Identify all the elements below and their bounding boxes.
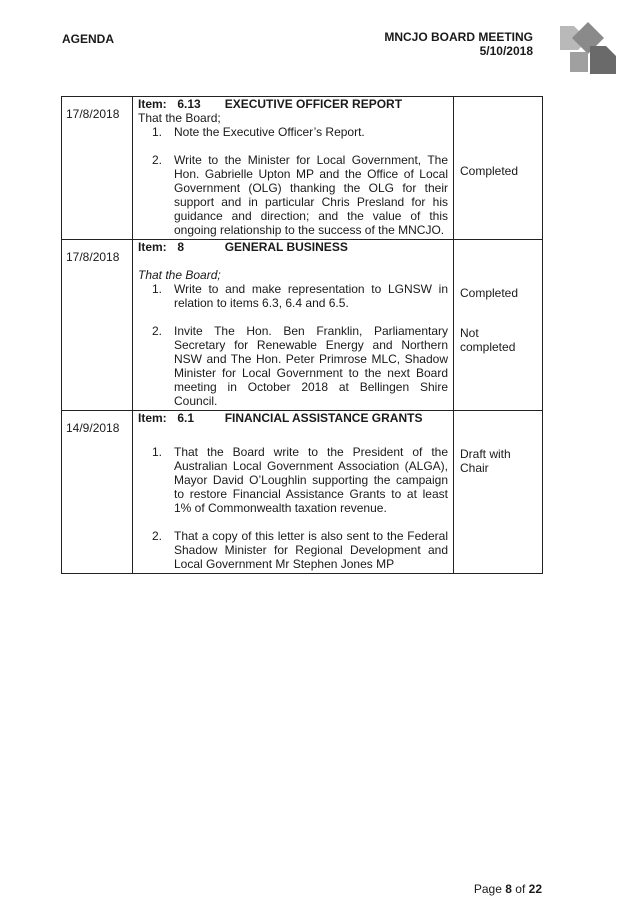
header-meeting-date: 5/10/2018 — [479, 44, 533, 58]
point-text: Write to the Minister for Local Government, The Hon. Gabrielle Upton MP and the Office of Local Government (OLG) thanking the OLG for their support and in particular Chris Presland for his guidance and direction; and the value of this ongoing relationship to the success of the MNCJO. — [174, 153, 448, 237]
table-row — [62, 411, 543, 574]
item-title: EXECUTIVE OFFICER REPORT — [224, 97, 403, 111]
item-title: GENERAL BUSINESS — [224, 240, 348, 254]
status-text: Completed — [460, 286, 519, 300]
item-heading — [138, 240, 448, 254]
item-title: FINANCIAL ASSISTANCE GRANTS — [224, 411, 423, 425]
page-total: 22 — [528, 882, 542, 896]
page-of: of — [515, 882, 526, 896]
page-number — [474, 882, 542, 896]
point-number: 2. — [152, 529, 163, 543]
item-intro: That the Board; — [138, 268, 221, 282]
point-number: 2. — [152, 153, 163, 167]
list-item — [152, 445, 448, 515]
point-number: 1. — [152, 282, 163, 296]
list-item — [152, 324, 448, 408]
status-text: Draft with Chair — [460, 447, 511, 475]
row-date: 17/8/2018 — [62, 97, 133, 240]
point-text: Note the Executive Officer’s Report. — [174, 125, 365, 139]
item-number: 6.13 — [177, 97, 201, 111]
item-number: 8 — [177, 240, 185, 254]
header-agenda: AGENDA — [62, 32, 115, 46]
point-number: 1. — [152, 125, 163, 139]
row-content — [133, 240, 454, 411]
point-text: Invite The Hon. Ben Franklin, Parliamentary Secretary for Renewable Energy and Northern NSW and The Hon. Peter Primrose MLC, Shadow Minister for Local Government to the next Board meeting in October 2018 at Bellingen Shire Council. — [174, 324, 448, 408]
item-number: 6.1 — [177, 411, 195, 425]
page-word: Page — [473, 882, 502, 896]
row-date: 14/9/2018 — [62, 411, 133, 574]
list-item — [152, 282, 448, 310]
item-heading — [138, 97, 448, 111]
point-text: Write to and make representation to LGNSW in relation to items 6.3, 6.4 and 6.5. — [174, 282, 448, 310]
list-item — [152, 125, 448, 139]
row-status — [454, 240, 543, 411]
item-label: Item: — [138, 240, 167, 254]
list-item — [152, 153, 448, 237]
header-meeting-title: MNCJO BOARD MEETING — [384, 30, 533, 44]
item-label: Item: — [138, 97, 167, 111]
item-intro: That the Board; — [138, 111, 221, 125]
resolution-list — [138, 282, 448, 408]
row-content — [133, 411, 454, 574]
row-status — [454, 411, 543, 574]
point-number: 2. — [152, 324, 163, 338]
status-text: Not completed — [460, 326, 516, 354]
item-label: Item: — [138, 411, 167, 425]
header-meeting — [384, 30, 533, 58]
point-number: 1. — [152, 445, 163, 459]
mncjo-logo — [560, 18, 616, 74]
resolution-list — [138, 445, 448, 571]
point-text: That the Board write to the President of the Australian Local Government Association (ALGA), Mayor David O’Loughlin supporting the campaign to restore Financial Assistance Grants to at least 1% of Commonwealth taxation revenue. — [174, 445, 448, 515]
status-text: Completed — [460, 164, 519, 178]
point-text: That a copy of this letter is also sent to the Federal Shadow Minister for Regional Development and Local Government Mr Stephen Jones MP — [174, 529, 448, 571]
agenda-actions-table — [61, 96, 543, 574]
table-row — [62, 240, 543, 411]
row-date: 17/8/2018 — [62, 240, 133, 411]
table-row — [62, 97, 543, 240]
item-heading — [138, 411, 448, 425]
resolution-list — [138, 125, 448, 237]
row-content — [133, 97, 454, 240]
page-current: 8 — [505, 882, 512, 896]
list-item — [152, 529, 448, 571]
row-status — [454, 97, 543, 240]
